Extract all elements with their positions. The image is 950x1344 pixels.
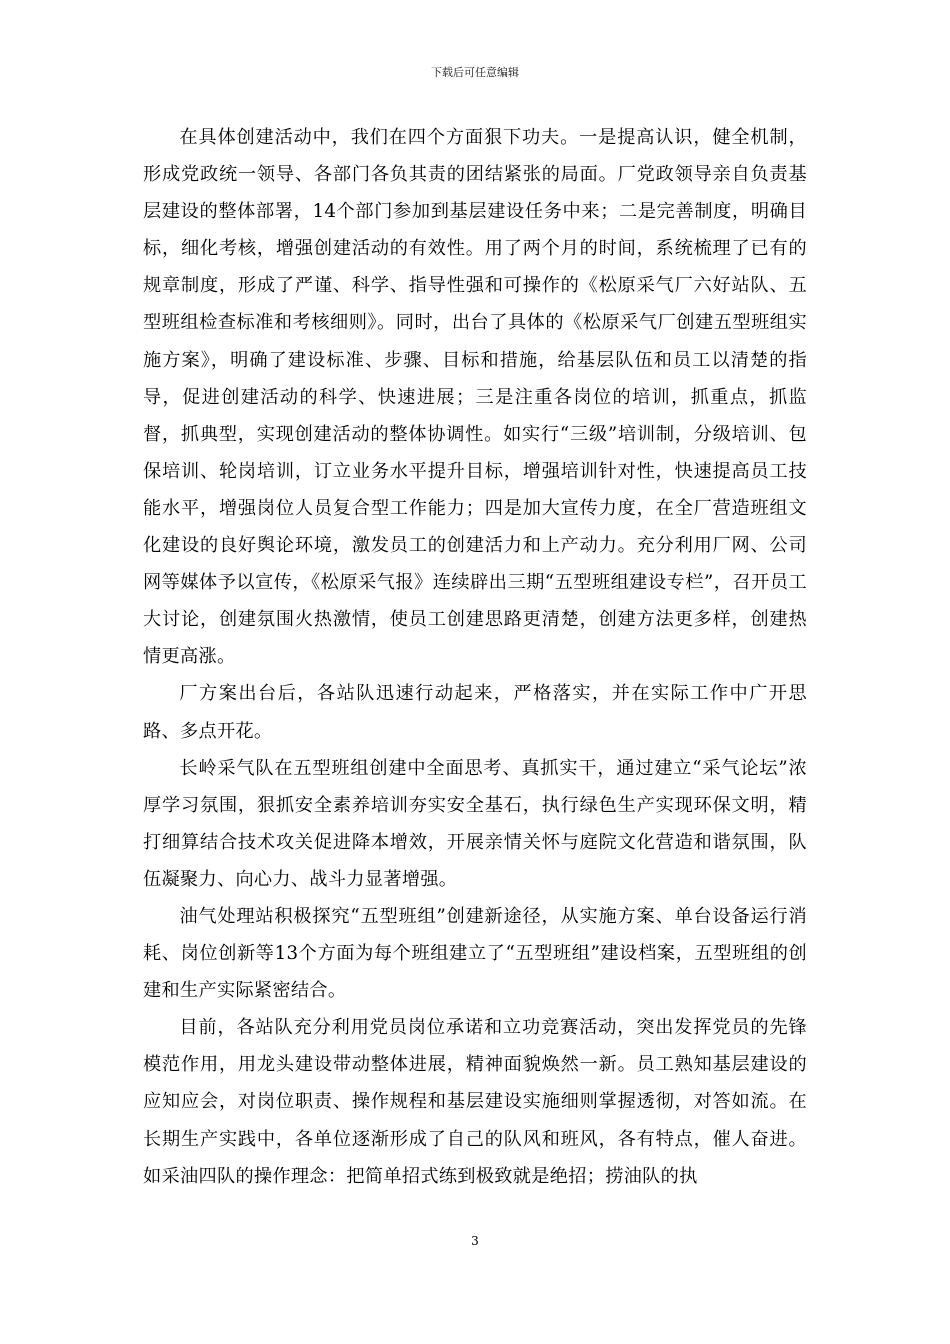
page-header: 下载后可任意编辑 bbox=[431, 66, 519, 79]
paragraph-1: 在具体创建活动中，我们在四个方面狠下功夫。一是提高认识，健全机制，形成党政统一领导、各部门各负其责的团结紧张的局面。厂党政领导亲自负责基层建设的整体部署，14个部门参加到基层建设任务中来；二是完善制度，明确目标，细化考核，增强创建活动的有效性。用了两个月的时间，系统梳理了已有的规章制度，形成了严谨、科学、指导性强和可操作的《松原采气厂六好站队、五型班组检查标准和考核细则》。同时，出台了具体的《松原采气厂创建五型班组实施方案》，明确了建设标准、步骤、目标和措施，给基层队伍和员工以清楚的指导，促进创建活动的科学、快速进展；三是注重各岗位的培训，抓重点，抓监督，抓典型，实现创建活动的整体协调性。如实行“三级”培训制，分级培训、包保培训、轮岗培训，订立业务水平提升目标，增强培训针对性，快速提高员工技能水平，增强岗位人员复合型工作能力；四是加大宣传力度，在全厂营造班组文化建设的良好舆论环境，激发员工的创建活力和上产动力。充分利用厂网、公司网等媒体予以宣传，《松原采气报》连续辟出三期“五型班组建设专栏”，召开员工大讨论，创建氛围火热激情，使员工创建思路更清楚，创建方法更多样，创建热情更高涨。 bbox=[143, 127, 807, 668]
body-text bbox=[143, 119, 807, 1195]
paragraph-5: 目前，各站队充分利用党员岗位承诺和立功竞赛活动，突出发挥党员的先锋模范作用，用龙头建设带动整体进展，精神面貌焕然一新。员工熟知基层建设的应知应会，对岗位职责、操作规程和基层建设实施细则掌握透彻，对答如流。在长期生产实践中，各单位逐渐形成了自己的队风和班风，各有特点，催人奋进。如采油四队的操作理念：把简单招式练到极致就是绝招；捞油队的执 bbox=[143, 1017, 807, 1187]
paragraph-3: 长岭采气队在五型班组创建中全面思考、真抓实干，通过建立“采气论坛”浓厚学习氛围，狠抓安全素养培训夯实安全基石，执行绿色生产实现环保文明，精打细算结合技术攻关促进降本增效，开展亲情关怀与庭院文化营造和谐氛围，队伍凝聚力、向心力、战斗力显著增强。 bbox=[143, 757, 807, 890]
paragraph-4: 油气处理站积极探究“五型班组”创建新途径，从实施方案、单台设备运行消耗、岗位创新等13个方面为每个班组建立了“五型班组”建设档案，五型班组的创建和生产实际紧密结合。 bbox=[143, 905, 807, 1002]
page-number: 3 bbox=[471, 1234, 479, 1248]
paragraph-2: 厂方案出台后，各站队迅速行动起来，严格落实，并在实际工作中广开思路、多点开花。 bbox=[143, 683, 807, 742]
